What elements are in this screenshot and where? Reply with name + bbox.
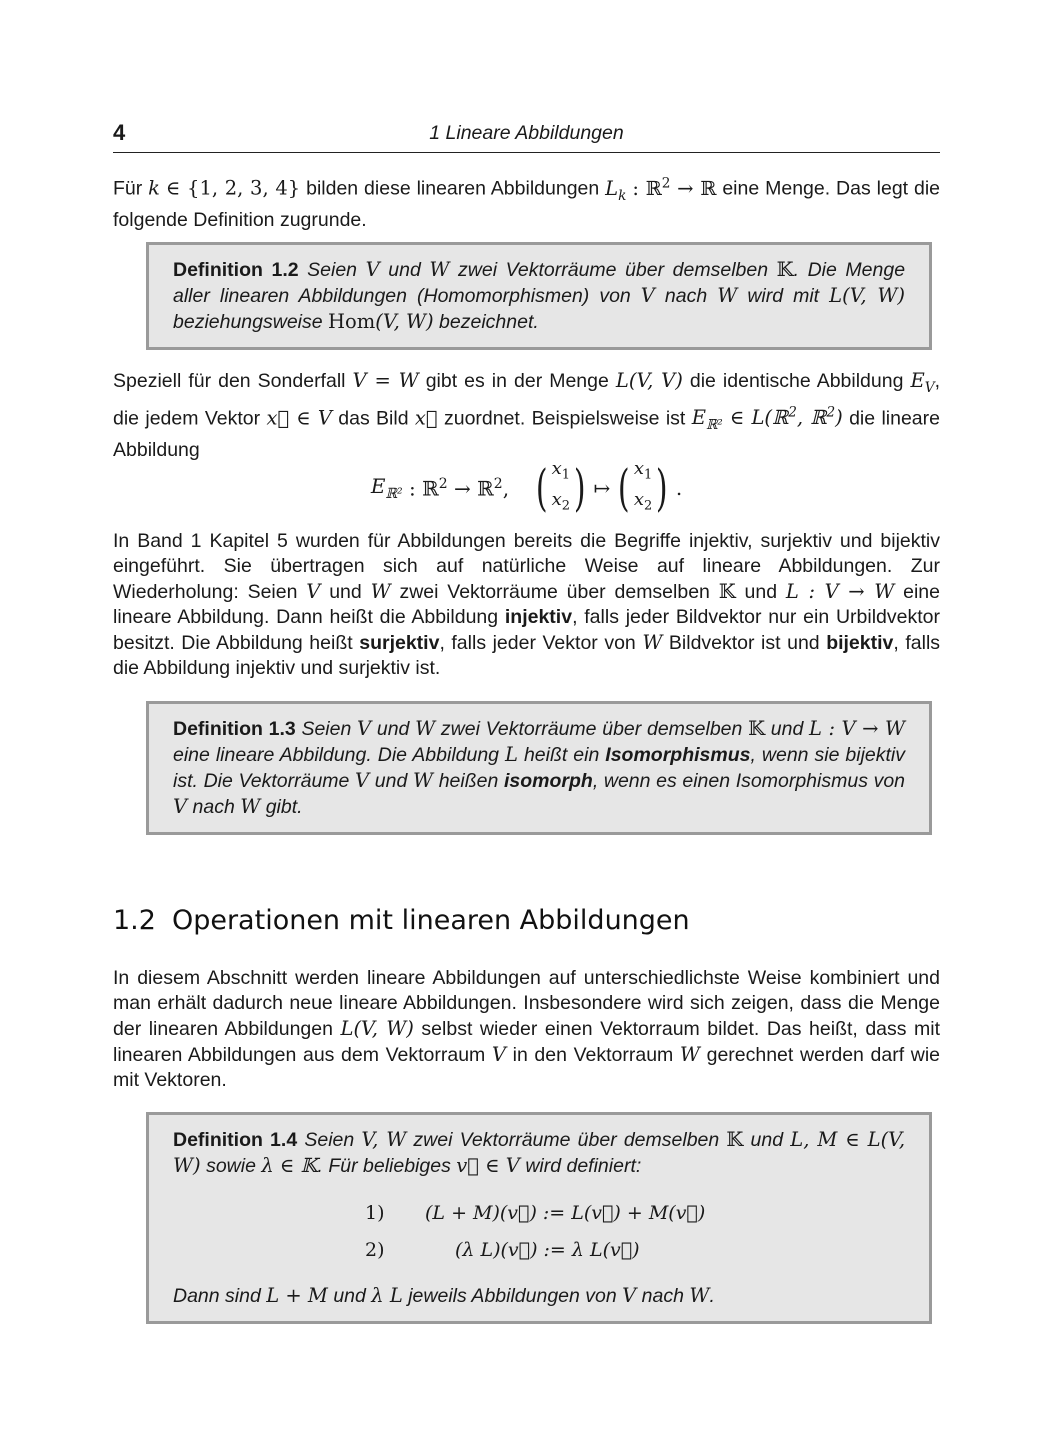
running-title: 1 Lineare Abbildungen — [429, 122, 624, 144]
vector-x: ( $x_1$ $x_2$ ) — [536, 458, 586, 517]
vector-x-image: ( $x_1$ $x_2$ ) — [618, 458, 668, 517]
operations-paragraph: In diesem Abschnitt werden lineare Abbildungen auf unterschiedlichste Weise kombiniert und man erhält dadurch neue lineare Abbildungen. Insbesondere wird sich zeigen, dass die Menge der linearen Abbildungen L(V, W) selbst wieder einen Vektorraum bildet. Das heißt, dass mit linearen Abbildungen aus dem Vektorraum V in den Vektorraum W gerechnet werden darf wie mit Vektoren. — [113, 967, 941, 1091]
equation-scalar: 2) (λ L)(v⃗) := λ L(v⃗) — [365, 1239, 640, 1261]
bijective-paragraph: In Band 1 Kapitel 5 wurden für Abbildungen bereits die Begriffe injektiv, surjektiv und bijektiv eingeführt. Sie übertragen sich auf natürliche Weise auf lineare Abbildungen. Zur Wiederholung: Seien V und W zwei Vektorräume über demselben 𝕂 und L : V → W eine lineare Abbildung. Dann heißt die Abbildung injektiv, falls jeder Bildvektor nur ein Urbildvektor besitzt. Die Abbildung heißt surjektiv, falls jeder Vektor von W Bildvektor ist und bijektiv, falls die Abbildung injektiv und surjektiv ist. — [113, 530, 941, 679]
section-number: 1.2 — [113, 905, 156, 936]
definition-equations — [365, 1195, 905, 1269]
definition-label: Definition 1.2 — [173, 259, 299, 281]
identity-map-formula: $E_{ℝ^2}$ : ℝ$^2$ → ℝ$^2$, ( $x_1$ $x_2$ ) ↦ ( $x_1$ $x_2$ ) . — [370, 458, 683, 517]
page-number: 4 — [113, 120, 126, 145]
definition-1-3: Definition 1.3 Seien V und W zwei Vektorräume über demselben 𝕂 und L : V → W eine lineare Abbildung. Die Abbildung L heißt ein Isomorphismus, wenn sie bijektiv ist. Die Vektorräume V und W heißen isomorph, wenn es einen Isomorphismus von V nach W gibt. — [146, 701, 932, 835]
page-header — [113, 118, 940, 153]
intro-paragraph: Für k ∈ {1, 2, 3, 4} bilden diese linearen Abbildungen $L_k$ : ℝ$^2$ → ℝ eine Menge. Das legt die folgende Definition zugrunde. — [113, 175, 941, 232]
identity-paragraph: Speziell für den Sonderfall V = W gibt es in der Menge L(V, V) die identische Abbildung $E_V$, die jedem Vektor x⃗ ∈ V das Bild x⃗ zuordnet. Beispielsweise ist $E_{ℝ^2}$ ∈ L(ℝ$^2$, ℝ$^2$) die lineare Abbildung — [113, 369, 941, 462]
section-title: Operationen mit linearen Abbildungen — [171, 905, 690, 936]
equation-sum: 1) (L + M)(v⃗) := L(v⃗) + M(v⃗) — [365, 1202, 706, 1224]
definition-1-2: Definition 1.2 Seien V und W zwei Vektorräume über demselben 𝕂. Die Menge aller linearen Abbildungen (Homomorphismen) von V nach W wird mit L(V, W) beziehungsweise Hom(V, W) bezeichnet. — [146, 242, 932, 350]
definition-label: Definition 1.3 — [173, 718, 296, 740]
definition-label: Definition 1.4 — [173, 1129, 298, 1151]
section-heading — [113, 905, 690, 936]
definition-1-4: Definition 1.4 Seien V, W zwei Vektorräume über demselben 𝕂 und L, M ∈ L(V, W) sowie λ ∈ 𝕂. Für beliebiges v⃗ ∈ V wird definiert: 1) (L + M)(v⃗) := L(v⃗) + M(v⃗) 2) (λ L)(v⃗) := λ L(v⃗) Dann sind L + M und λ L jeweils Abbildungen von V nach W. — [146, 1112, 932, 1324]
